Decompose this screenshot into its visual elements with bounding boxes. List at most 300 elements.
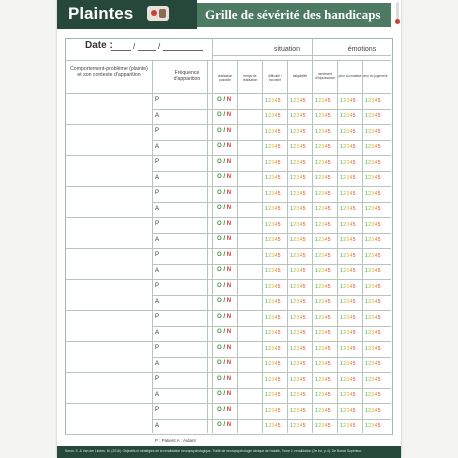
rating-option[interactable]: 5 <box>277 376 281 383</box>
rating-option[interactable]: 4 <box>324 314 328 321</box>
rating-scale[interactable] <box>340 284 356 290</box>
rating-option[interactable]: 1 <box>290 128 294 135</box>
rating-option[interactable]: 4 <box>349 97 353 104</box>
rating-option[interactable]: 5 <box>377 314 381 321</box>
rating-option[interactable]: 5 <box>302 283 306 290</box>
rating-option[interactable]: 3 <box>296 159 300 166</box>
rating-option[interactable]: 4 <box>374 144 378 151</box>
rating-option[interactable]: 4 <box>324 283 328 290</box>
rating-scale[interactable] <box>365 144 381 150</box>
rating-option[interactable]: 5 <box>377 423 381 430</box>
rating-option[interactable]: 1 <box>265 314 269 321</box>
rating-option[interactable]: 2 <box>293 392 297 399</box>
yes-no-choice[interactable] <box>217 159 231 165</box>
rating-option[interactable]: 1 <box>315 144 319 151</box>
rating-option[interactable]: 4 <box>349 175 353 182</box>
rating-option[interactable]: 5 <box>302 407 306 414</box>
rating-scale[interactable] <box>315 408 331 414</box>
rating-option[interactable]: 1 <box>315 283 319 290</box>
rating-option[interactable]: 3 <box>371 361 375 368</box>
frequency-cell[interactable] <box>169 265 206 279</box>
rating-scale[interactable] <box>290 315 306 321</box>
rating-option[interactable]: 5 <box>302 190 306 197</box>
rating-option[interactable]: 1 <box>315 190 319 197</box>
rating-option[interactable]: 5 <box>277 407 281 414</box>
rating-scale[interactable] <box>265 423 281 429</box>
yes-no-choice[interactable] <box>217 190 231 196</box>
rating-option[interactable]: 4 <box>349 423 353 430</box>
rating-option[interactable]: 3 <box>296 113 300 120</box>
rating-option[interactable]: 2 <box>318 423 322 430</box>
rating-option[interactable]: 2 <box>268 97 272 104</box>
rating-option[interactable]: 5 <box>352 237 356 244</box>
rating-option[interactable]: 2 <box>268 330 272 337</box>
rating-option[interactable]: 1 <box>290 376 294 383</box>
rating-option[interactable]: 2 <box>343 113 347 120</box>
rating-option[interactable]: 3 <box>271 314 275 321</box>
rating-option[interactable]: 3 <box>296 345 300 352</box>
rating-option[interactable]: 5 <box>377 252 381 259</box>
rating-option[interactable]: 4 <box>324 159 328 166</box>
rating-option[interactable]: 1 <box>315 345 319 352</box>
rating-option[interactable]: 4 <box>374 237 378 244</box>
rating-option[interactable]: 3 <box>271 206 275 213</box>
no-option[interactable]: N <box>226 220 232 227</box>
rating-option[interactable]: 3 <box>296 376 300 383</box>
rating-option[interactable]: 5 <box>302 392 306 399</box>
rating-option[interactable]: 3 <box>296 190 300 197</box>
rating-option[interactable]: 3 <box>296 392 300 399</box>
rating-option[interactable]: 4 <box>274 392 278 399</box>
rating-scale[interactable] <box>315 330 331 336</box>
rating-option[interactable]: 1 <box>265 237 269 244</box>
rating-option[interactable]: 3 <box>346 113 350 120</box>
rating-scale[interactable] <box>265 408 281 414</box>
rating-option[interactable]: 2 <box>368 361 372 368</box>
rating-option[interactable]: 3 <box>346 175 350 182</box>
rating-option[interactable]: 5 <box>277 283 281 290</box>
complaint-cell[interactable] <box>66 187 151 216</box>
yes-no-choice[interactable] <box>217 422 231 428</box>
no-option[interactable]: N <box>226 329 232 336</box>
frequency-cell[interactable] <box>169 249 206 263</box>
rating-option[interactable]: 4 <box>299 144 303 151</box>
frequency-cell[interactable] <box>169 327 206 341</box>
rating-scale[interactable] <box>265 299 281 305</box>
rating-option[interactable]: 4 <box>274 128 278 135</box>
rating-option[interactable]: 3 <box>271 159 275 166</box>
frequency-cell[interactable] <box>169 404 206 418</box>
rating-option[interactable]: 4 <box>299 314 303 321</box>
rating-option[interactable]: 5 <box>377 97 381 104</box>
rating-option[interactable]: 4 <box>324 97 328 104</box>
rating-option[interactable]: 4 <box>274 268 278 275</box>
rating-option[interactable]: 5 <box>377 407 381 414</box>
rating-option[interactable]: 1 <box>290 206 294 213</box>
rating-option[interactable]: 1 <box>315 237 319 244</box>
rating-option[interactable]: 5 <box>352 252 356 259</box>
rating-option[interactable]: 1 <box>365 190 369 197</box>
rating-option[interactable]: 3 <box>321 376 325 383</box>
rating-option[interactable]: 2 <box>343 330 347 337</box>
rating-option[interactable]: 1 <box>365 237 369 244</box>
rating-option[interactable]: 1 <box>265 190 269 197</box>
yes-no-choice[interactable] <box>217 252 231 258</box>
rating-option[interactable]: 4 <box>299 268 303 275</box>
rating-scale[interactable] <box>365 113 381 119</box>
rating-scale[interactable] <box>365 206 381 212</box>
rating-option[interactable]: 4 <box>299 407 303 414</box>
rating-option[interactable]: 3 <box>271 330 275 337</box>
rating-scale[interactable] <box>290 299 306 305</box>
rating-option[interactable]: 1 <box>365 314 369 321</box>
rating-scale[interactable] <box>290 144 306 150</box>
yes-no-choice[interactable] <box>217 407 231 413</box>
rating-option[interactable]: 1 <box>365 345 369 352</box>
rating-option[interactable]: 5 <box>302 206 306 213</box>
rating-option[interactable]: 5 <box>302 299 306 306</box>
rating-option[interactable]: 4 <box>299 97 303 104</box>
rating-scale[interactable] <box>290 222 306 228</box>
rating-scale[interactable] <box>340 392 356 398</box>
rating-option[interactable]: 2 <box>268 314 272 321</box>
frequency-cell[interactable] <box>169 172 206 186</box>
rating-option[interactable]: 5 <box>377 283 381 290</box>
rating-option[interactable]: 3 <box>346 299 350 306</box>
rating-option[interactable]: 2 <box>293 159 297 166</box>
rating-scale[interactable] <box>315 315 331 321</box>
rating-scale[interactable] <box>265 268 281 274</box>
yes-option[interactable]: O <box>217 96 222 103</box>
rating-option[interactable]: 4 <box>349 113 353 120</box>
rating-option[interactable]: 5 <box>377 330 381 337</box>
rating-option[interactable]: 2 <box>343 268 347 275</box>
rating-option[interactable]: 4 <box>299 423 303 430</box>
rating-option[interactable]: 4 <box>374 190 378 197</box>
rating-option[interactable]: 1 <box>265 206 269 213</box>
yes-no-choice[interactable] <box>217 236 231 242</box>
rating-option[interactable]: 3 <box>296 175 300 182</box>
rating-scale[interactable] <box>365 361 381 367</box>
rating-option[interactable]: 3 <box>296 221 300 228</box>
rating-option[interactable]: 2 <box>293 330 297 337</box>
rating-scale[interactable] <box>290 253 306 259</box>
rating-option[interactable]: 5 <box>277 221 281 228</box>
no-option[interactable]: N <box>226 189 232 196</box>
rating-option[interactable]: 2 <box>268 175 272 182</box>
rating-option[interactable]: 4 <box>324 221 328 228</box>
rating-option[interactable]: 5 <box>352 376 356 383</box>
rating-option[interactable]: 5 <box>352 361 356 368</box>
rating-option[interactable]: 4 <box>349 392 353 399</box>
rating-option[interactable]: 5 <box>327 144 331 151</box>
rating-option[interactable]: 4 <box>374 330 378 337</box>
rating-option[interactable]: 1 <box>340 144 344 151</box>
frequency-cell[interactable] <box>169 280 206 294</box>
rating-scale[interactable] <box>340 98 356 104</box>
rating-option[interactable]: 3 <box>271 175 275 182</box>
rating-scale[interactable] <box>265 175 281 181</box>
complaint-cell[interactable] <box>66 404 151 433</box>
rating-option[interactable]: 1 <box>340 345 344 352</box>
rating-option[interactable]: 3 <box>371 268 375 275</box>
rating-option[interactable]: 5 <box>327 206 331 213</box>
rating-scale[interactable] <box>365 129 381 135</box>
rating-option[interactable]: 5 <box>377 376 381 383</box>
no-option[interactable]: N <box>226 236 232 243</box>
rating-option[interactable]: 1 <box>290 283 294 290</box>
rating-option[interactable]: 1 <box>315 299 319 306</box>
rating-option[interactable]: 2 <box>343 345 347 352</box>
yes-no-choice[interactable] <box>217 345 231 351</box>
rating-option[interactable]: 3 <box>371 97 375 104</box>
yes-option[interactable]: O <box>217 127 222 134</box>
rating-option[interactable]: 1 <box>265 128 269 135</box>
rating-option[interactable]: 4 <box>274 97 278 104</box>
rating-scale[interactable] <box>365 377 381 383</box>
yes-option[interactable]: O <box>217 406 222 413</box>
rating-scale[interactable] <box>365 160 381 166</box>
no-option[interactable]: N <box>226 205 232 212</box>
rating-scale[interactable] <box>365 330 381 336</box>
rating-scale[interactable] <box>340 237 356 243</box>
rating-scale[interactable] <box>265 346 281 352</box>
rating-option[interactable]: 1 <box>365 361 369 368</box>
rating-option[interactable]: 1 <box>265 113 269 120</box>
rating-option[interactable]: 5 <box>327 407 331 414</box>
rating-option[interactable]: 2 <box>268 345 272 352</box>
rating-scale[interactable] <box>340 129 356 135</box>
rating-scale[interactable] <box>290 98 306 104</box>
rating-option[interactable]: 1 <box>315 175 319 182</box>
rating-option[interactable]: 2 <box>343 97 347 104</box>
rating-option[interactable]: 5 <box>302 128 306 135</box>
rating-option[interactable]: 5 <box>352 268 356 275</box>
rating-scale[interactable] <box>365 222 381 228</box>
rating-scale[interactable] <box>265 330 281 336</box>
rating-option[interactable]: 5 <box>352 175 356 182</box>
yes-option[interactable]: O <box>217 313 222 320</box>
rating-option[interactable]: 3 <box>321 407 325 414</box>
rating-option[interactable]: 1 <box>290 175 294 182</box>
rating-option[interactable]: 4 <box>374 159 378 166</box>
rating-scale[interactable] <box>290 423 306 429</box>
rating-option[interactable]: 5 <box>302 221 306 228</box>
yes-no-choice[interactable] <box>217 97 231 103</box>
rating-option[interactable]: 5 <box>352 190 356 197</box>
frequency-cell[interactable] <box>169 358 206 372</box>
rating-option[interactable]: 2 <box>368 113 372 120</box>
rating-option[interactable]: 2 <box>343 190 347 197</box>
rating-option[interactable]: 2 <box>318 175 322 182</box>
rating-option[interactable]: 4 <box>299 252 303 259</box>
rating-scale[interactable] <box>265 315 281 321</box>
rating-option[interactable]: 4 <box>324 237 328 244</box>
complaint-cell[interactable] <box>66 125 151 154</box>
rating-option[interactable]: 3 <box>346 345 350 352</box>
rating-option[interactable]: 1 <box>365 252 369 259</box>
rating-option[interactable]: 4 <box>274 407 278 414</box>
rating-option[interactable]: 5 <box>352 128 356 135</box>
rating-option[interactable]: 1 <box>315 113 319 120</box>
yes-no-choice[interactable] <box>217 174 231 180</box>
rating-option[interactable]: 5 <box>302 423 306 430</box>
rating-option[interactable]: 3 <box>296 283 300 290</box>
frequency-cell[interactable] <box>169 420 206 434</box>
rating-option[interactable]: 5 <box>277 113 281 120</box>
rating-scale[interactable] <box>340 191 356 197</box>
rating-option[interactable]: 3 <box>346 144 350 151</box>
rating-option[interactable]: 4 <box>299 283 303 290</box>
rating-option[interactable]: 3 <box>321 97 325 104</box>
rating-scale[interactable] <box>340 361 356 367</box>
yes-no-choice[interactable] <box>217 221 231 227</box>
rating-option[interactable]: 2 <box>368 376 372 383</box>
rating-scale[interactable] <box>265 144 281 150</box>
rating-option[interactable]: 4 <box>374 206 378 213</box>
rating-option[interactable]: 2 <box>268 159 272 166</box>
rating-option[interactable]: 1 <box>315 361 319 368</box>
no-option[interactable]: N <box>226 406 232 413</box>
rating-option[interactable]: 5 <box>377 144 381 151</box>
rating-scale[interactable] <box>365 191 381 197</box>
rating-option[interactable]: 4 <box>349 330 353 337</box>
no-option[interactable]: N <box>226 127 232 134</box>
rating-scale[interactable] <box>340 175 356 181</box>
rating-option[interactable]: 1 <box>340 175 344 182</box>
rating-option[interactable]: 1 <box>290 268 294 275</box>
rating-option[interactable]: 5 <box>302 144 306 151</box>
rating-option[interactable]: 1 <box>365 206 369 213</box>
frequency-cell[interactable] <box>169 203 206 217</box>
rating-option[interactable]: 1 <box>290 190 294 197</box>
rating-option[interactable]: 3 <box>321 268 325 275</box>
no-option[interactable]: N <box>226 313 232 320</box>
rating-option[interactable]: 2 <box>368 423 372 430</box>
rating-scale[interactable] <box>315 392 331 398</box>
rating-option[interactable]: 3 <box>346 206 350 213</box>
rating-option[interactable]: 1 <box>365 283 369 290</box>
rating-option[interactable]: 1 <box>315 423 319 430</box>
rating-option[interactable]: 4 <box>374 345 378 352</box>
rating-option[interactable]: 1 <box>315 206 319 213</box>
rating-option[interactable]: 2 <box>368 206 372 213</box>
rating-option[interactable]: 3 <box>321 190 325 197</box>
rating-option[interactable]: 1 <box>340 206 344 213</box>
rating-scale[interactable] <box>365 423 381 429</box>
rating-scale[interactable] <box>290 129 306 135</box>
rating-option[interactable]: 4 <box>274 237 278 244</box>
rating-option[interactable]: 4 <box>349 144 353 151</box>
rating-option[interactable]: 4 <box>299 376 303 383</box>
rating-option[interactable]: 4 <box>349 314 353 321</box>
rating-option[interactable]: 2 <box>343 144 347 151</box>
rating-option[interactable]: 2 <box>318 144 322 151</box>
rating-option[interactable]: 2 <box>293 190 297 197</box>
complaint-cell[interactable] <box>66 156 151 185</box>
rating-option[interactable]: 2 <box>343 392 347 399</box>
rating-option[interactable]: 3 <box>296 237 300 244</box>
yes-option[interactable]: O <box>217 143 222 150</box>
yes-no-choice[interactable] <box>217 205 231 211</box>
rating-option[interactable]: 4 <box>274 314 278 321</box>
rating-option[interactable]: 1 <box>365 330 369 337</box>
no-option[interactable]: N <box>226 375 232 382</box>
rating-option[interactable]: 2 <box>268 144 272 151</box>
rating-option[interactable]: 5 <box>352 299 356 306</box>
rating-option[interactable]: 1 <box>290 97 294 104</box>
rating-option[interactable]: 1 <box>365 376 369 383</box>
rating-option[interactable]: 5 <box>277 128 281 135</box>
rating-option[interactable]: 1 <box>315 376 319 383</box>
rating-option[interactable]: 3 <box>371 345 375 352</box>
rating-option[interactable]: 1 <box>340 237 344 244</box>
rating-option[interactable]: 1 <box>365 97 369 104</box>
rating-option[interactable]: 4 <box>324 299 328 306</box>
frequency-cell[interactable] <box>169 389 206 403</box>
rating-option[interactable]: 3 <box>371 392 375 399</box>
rating-option[interactable]: 1 <box>365 144 369 151</box>
complaint-cell[interactable] <box>66 218 151 247</box>
rating-option[interactable]: 2 <box>368 314 372 321</box>
rating-scale[interactable] <box>290 206 306 212</box>
rating-option[interactable]: 1 <box>365 221 369 228</box>
rating-option[interactable]: 3 <box>271 144 275 151</box>
rating-option[interactable]: 5 <box>277 206 281 213</box>
rating-option[interactable]: 2 <box>268 252 272 259</box>
rating-option[interactable]: 2 <box>268 221 272 228</box>
rating-option[interactable]: 2 <box>318 330 322 337</box>
rating-option[interactable]: 1 <box>290 407 294 414</box>
rating-option[interactable]: 1 <box>340 97 344 104</box>
rating-option[interactable]: 4 <box>324 392 328 399</box>
rating-option[interactable]: 3 <box>271 345 275 352</box>
rating-option[interactable]: 4 <box>274 252 278 259</box>
rating-option[interactable]: 3 <box>371 407 375 414</box>
rating-option[interactable]: 1 <box>340 407 344 414</box>
rating-option[interactable]: 4 <box>349 361 353 368</box>
rating-option[interactable]: 5 <box>327 314 331 321</box>
rating-option[interactable]: 3 <box>371 159 375 166</box>
rating-option[interactable]: 1 <box>315 128 319 135</box>
rating-option[interactable]: 4 <box>324 128 328 135</box>
rating-option[interactable]: 3 <box>371 113 375 120</box>
rating-option[interactable]: 1 <box>315 252 319 259</box>
rating-option[interactable]: 4 <box>374 407 378 414</box>
rating-option[interactable]: 4 <box>274 159 278 166</box>
rating-option[interactable]: 5 <box>327 128 331 135</box>
rating-option[interactable]: 3 <box>321 175 325 182</box>
rating-option[interactable]: 3 <box>371 376 375 383</box>
rating-option[interactable]: 2 <box>368 128 372 135</box>
rating-option[interactable]: 3 <box>321 113 325 120</box>
frequency-cell[interactable] <box>169 110 206 124</box>
rating-option[interactable]: 5 <box>277 144 281 151</box>
rating-option[interactable]: 2 <box>293 376 297 383</box>
rating-option[interactable]: 5 <box>302 159 306 166</box>
rating-option[interactable]: 5 <box>327 268 331 275</box>
rating-scale[interactable] <box>290 160 306 166</box>
rating-option[interactable]: 2 <box>343 361 347 368</box>
rating-option[interactable]: 3 <box>296 299 300 306</box>
yes-no-choice[interactable] <box>217 376 231 382</box>
complaint-cell[interactable] <box>66 342 151 371</box>
rating-scale[interactable] <box>340 423 356 429</box>
rating-option[interactable]: 3 <box>296 314 300 321</box>
rating-option[interactable]: 1 <box>265 221 269 228</box>
rating-option[interactable]: 3 <box>371 221 375 228</box>
yes-option[interactable]: O <box>217 174 222 181</box>
